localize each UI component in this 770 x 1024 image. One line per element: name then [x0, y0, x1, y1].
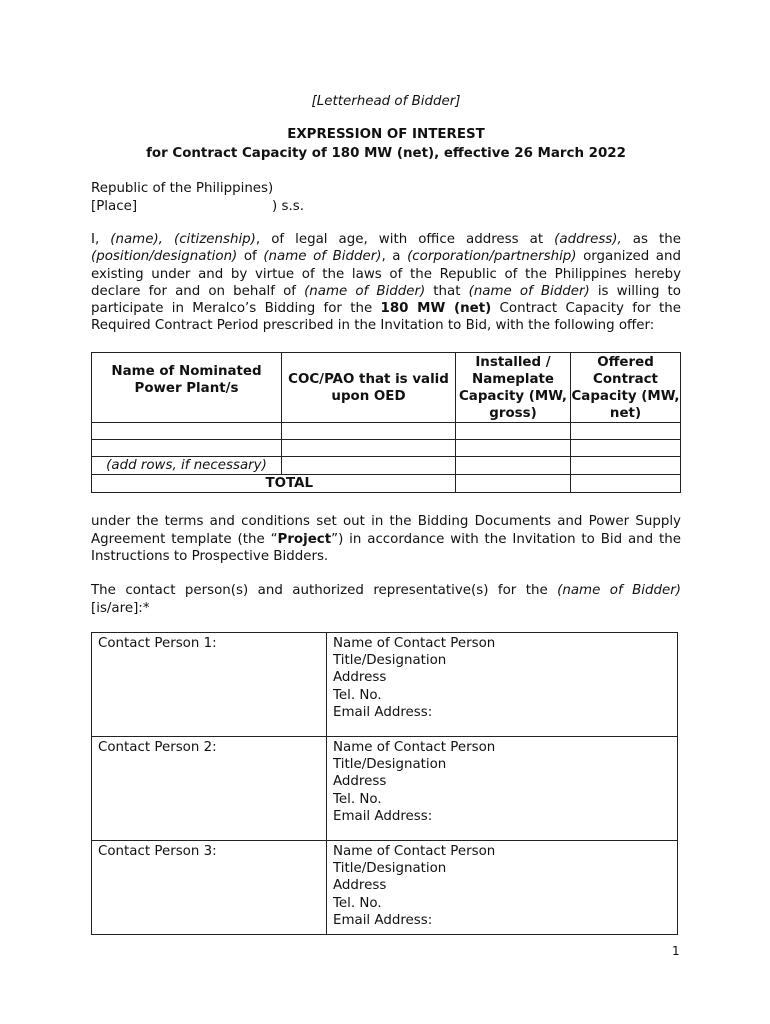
venue-place-line — [91, 198, 304, 216]
placeholder-bidder: (name of Bidder) — [304, 283, 426, 299]
placeholder-corp: (corporation/partnership) — [407, 249, 577, 265]
terms-paragraph: under the terms and conditions set out in the Bidding Documents and Power Supply Agreement template (the “Project”) in accordance with the Invitation to Bid and the Instructions to Prospective Bidders. — [91, 514, 681, 565]
contact-fields[interactable] — [327, 841, 678, 935]
table-cell[interactable] — [571, 457, 681, 475]
total-label: TOTAL — [265, 476, 313, 491]
offer-table — [91, 352, 681, 493]
field-name: Name of Contact Person — [333, 636, 496, 651]
field-email: Email Address: — [333, 808, 433, 824]
document-title: EXPRESSION OF INTEREST — [287, 127, 485, 142]
letterhead-placeholder: [Letterhead of Bidder] — [311, 94, 461, 109]
contact-row — [92, 633, 678, 737]
header-installed-capacity: Installed / Nameplate Capacity (MW, gross) — [456, 353, 571, 423]
field-email: Email Address: — [333, 912, 433, 928]
declaration-paragraph: I, (name), (citizenship), of legal age, with office address at (address), as the (position/designation) of (name of Bidder), a (corporation/partnership) organized and existing under and by virtue of the laws of the Republic of the Philippines hereby declare for and on behalf of (name of Bidder) that (name of Bidder) is willing to participate in Meralco’s Bidding for the 180 MW (net) Contract Capacity for the Required Contract Period prescribed in the Invitation to Bid, with the following offer: — [91, 232, 681, 334]
table-cell[interactable] — [571, 423, 681, 440]
contact-fields[interactable] — [327, 737, 678, 841]
table-row — [92, 423, 681, 440]
header-coc-pao: COC/PAO that is valid upon OED — [282, 353, 456, 423]
table-cell[interactable] — [92, 440, 282, 457]
contact-label: Contact Person 3: — [92, 841, 327, 935]
placeholder-name: (name), (citizenship) — [110, 232, 256, 247]
document-subtitle: for Contract Capacity of 180 MW (net), effective 26 March 2022 — [146, 146, 626, 161]
contact-intro-paragraph: The contact person(s) and authorized representative(s) for the (name of Bidder) [is/are]:* — [91, 583, 681, 616]
page-number: 1 — [672, 944, 680, 958]
field-title: Title/Designation — [333, 757, 447, 773]
table-cell[interactable] — [571, 475, 681, 493]
placeholder-position: (position/designation) — [91, 249, 238, 265]
placeholder-address: (address), — [554, 232, 622, 247]
field-tel: Tel. No. — [333, 687, 382, 703]
field-title: Title/Designation — [333, 861, 447, 877]
field-email: Email Address: — [333, 704, 433, 720]
field-address: Address — [333, 878, 387, 894]
table-cell[interactable] — [571, 440, 681, 457]
placeholder-bidder: (name of Bidder) — [468, 283, 590, 299]
field-name: Name of Contact Person — [333, 740, 496, 755]
table-cell[interactable] — [456, 440, 571, 457]
table-cell[interactable] — [282, 423, 456, 440]
venue-block — [91, 180, 304, 216]
field-tel: Tel. No. — [333, 895, 382, 911]
field-name: Name of Contact Person — [333, 844, 496, 859]
field-tel: Tel. No. — [333, 791, 382, 807]
contact-label: Contact Person 2: — [92, 737, 327, 841]
table-row-add — [92, 457, 681, 475]
venue-country: Republic of the Philippines) — [91, 181, 274, 196]
table-row-total — [92, 475, 681, 493]
field-address: Address — [333, 670, 387, 686]
capacity-value: 180 MW (net) — [380, 301, 492, 317]
table-cell[interactable] — [92, 423, 282, 440]
table-cell[interactable] — [282, 440, 456, 457]
add-rows-note: (add rows, if necessary) — [92, 457, 282, 475]
table-cell[interactable] — [456, 457, 571, 475]
offer-table-header — [92, 353, 681, 423]
header-offered-capacity: Offered Contract Capacity (MW, net) — [571, 354, 680, 421]
field-address: Address — [333, 774, 387, 790]
table-cell[interactable] — [456, 475, 571, 493]
table-row — [92, 440, 681, 457]
table-cell[interactable] — [456, 423, 571, 440]
field-title: Title/Designation — [333, 653, 447, 669]
venue-place: [Place] — [91, 199, 138, 214]
contact-label: Contact Person 1: — [92, 633, 327, 737]
table-cell[interactable] — [282, 457, 456, 475]
contact-row — [92, 737, 678, 841]
contact-fields[interactable] — [327, 633, 678, 737]
venue-ss: ) s.s. — [272, 199, 304, 214]
placeholder-bidder: (name of Bidder) — [557, 583, 681, 598]
total-cell — [92, 475, 456, 493]
header-power-plant: Name of Nominated Power Plant/s — [92, 353, 282, 423]
contact-row — [92, 841, 678, 935]
project-term: Project — [277, 531, 332, 547]
contacts-table — [91, 632, 678, 935]
placeholder-bidder: (name of Bidder) — [263, 249, 382, 265]
